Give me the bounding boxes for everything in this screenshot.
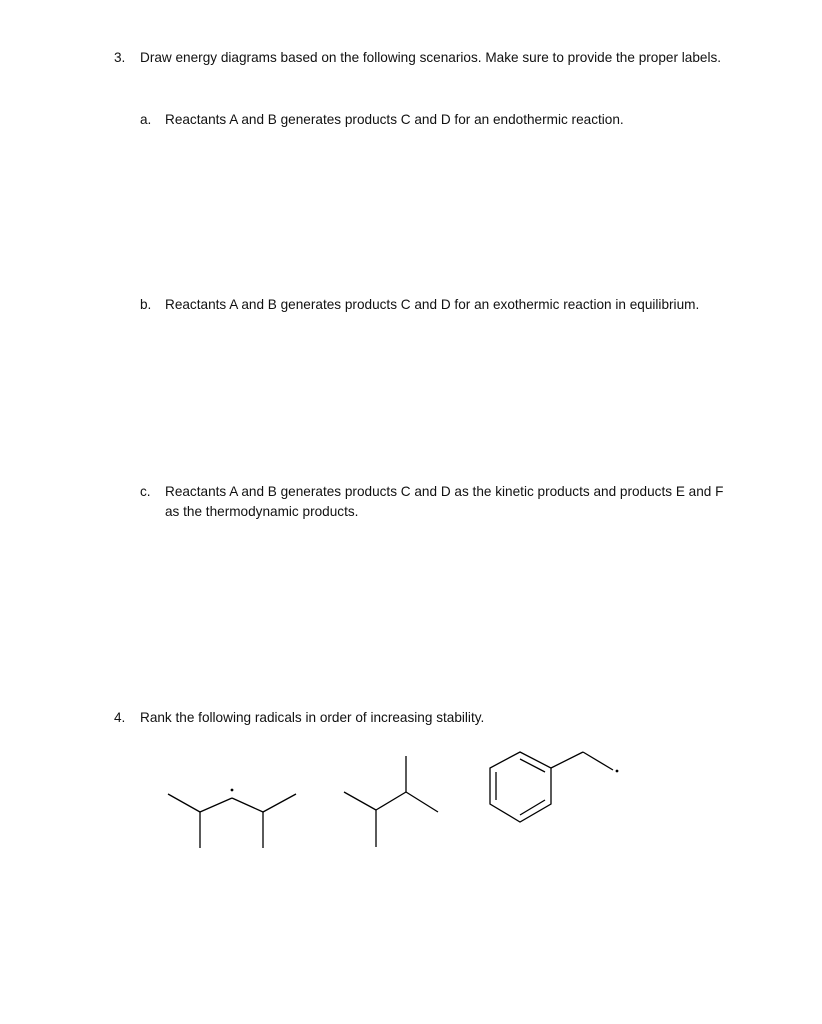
radical-dot [231,789,234,792]
double-bond [520,759,545,772]
part-c-letter: c. [140,484,151,499]
part-c-text-line-2: as the thermodynamic products. [165,504,359,519]
bond [200,798,232,812]
part-b-text: Reactants A and B generates products C and D for an exothermic reaction in equilibrium. [165,297,700,312]
part-a-text: Reactants A and B generates products C and D for an endothermic reaction. [165,112,624,127]
part-b-letter: b. [140,297,152,312]
radical-dot [616,770,619,773]
question-3-prompt: Draw energy diagrams based on the following scenarios. Make sure to provide the proper labels. [140,50,722,65]
question-4-number: 4. [114,710,126,725]
bond [168,794,200,812]
radical-structure-2 [340,752,445,852]
bond [344,792,376,810]
benzene-ring [490,752,551,822]
bond [551,752,583,768]
double-bond [520,800,545,815]
question-4-prompt: Rank the following radicals in order of increasing stability. [140,710,485,725]
radical-structure-1 [160,780,305,855]
bond [376,792,406,810]
radical-structure-3 [485,748,625,830]
part-c-text-line-1: Reactants A and B generates products C and D as the kinetic products and products E and F [165,484,724,499]
part-a-letter: a. [140,112,152,127]
question-3-number: 3. [114,50,126,65]
bond [406,792,438,812]
bond [232,798,263,812]
bond [263,794,296,812]
bond [583,752,613,770]
